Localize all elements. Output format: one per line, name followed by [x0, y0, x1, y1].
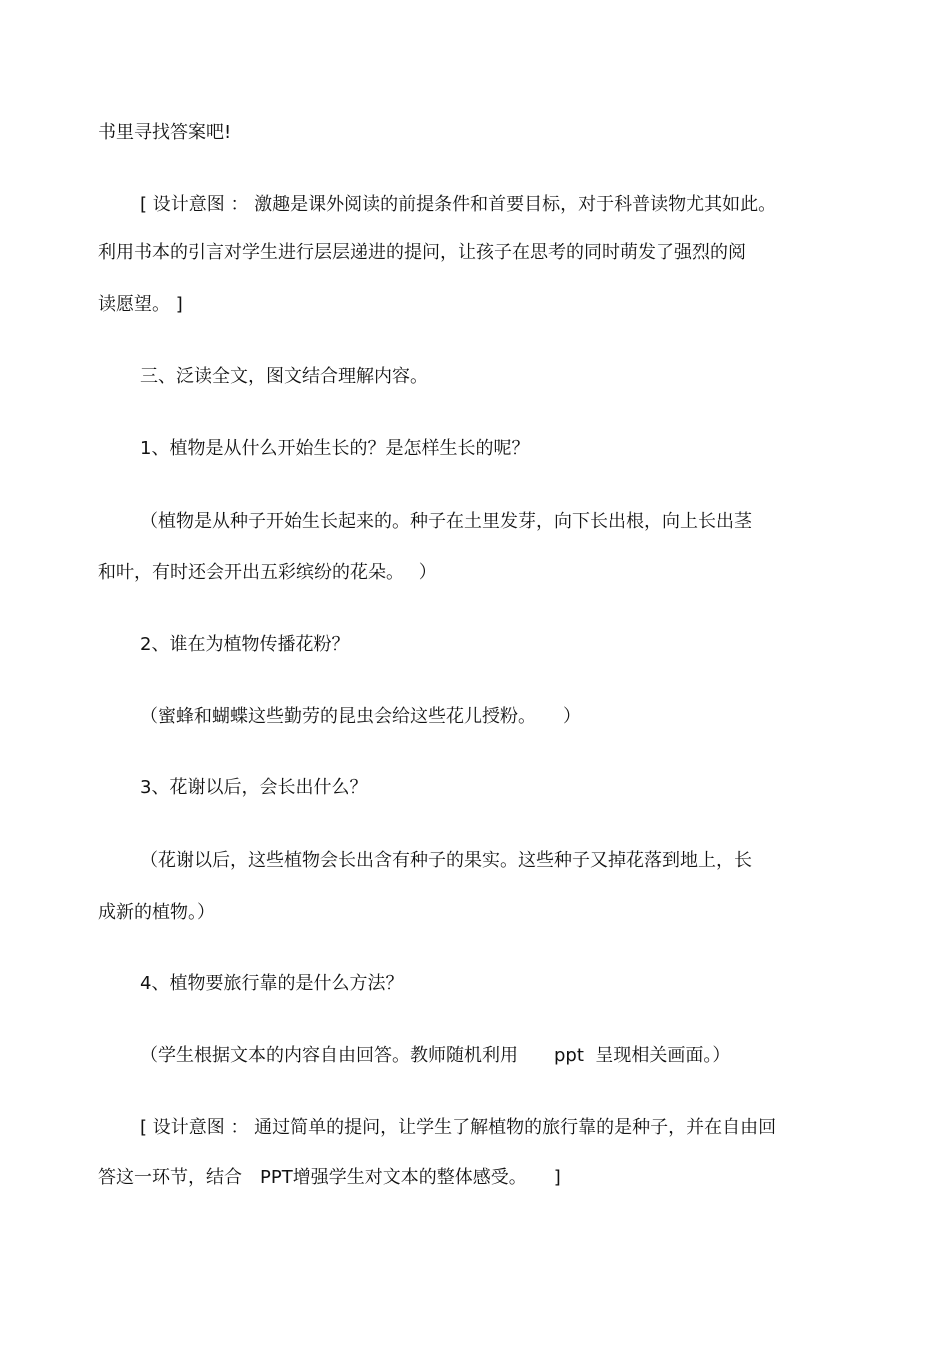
design-intent-2-line-1: [ 设计意图 ： 通过简单的提问，让学生了解植物的旅行靠的是种子，并在自由回 [140, 1117, 777, 1138]
answer-2: （蜜蜂和蝴蝶这些勤劳的昆虫会给这些花儿授粉。 ） [140, 706, 581, 727]
answer-1-line-1: （植物是从种子开始生长起来的。种子在土里发芽，向下长出根，向上长出茎 [140, 511, 752, 532]
answer-3-line-1: （花谢以后，这些植物会长出含有种子的果实。这些种子又掉花落到地上，长 [140, 850, 752, 871]
design-intent-2-line-2: 答这一环节，结合 PPT增强学生对文本的整体感受。 ] [98, 1167, 561, 1188]
section-heading-3: 三、泛读全文，图文结合理解内容。 [140, 366, 428, 387]
design-intent-1-line-2: 利用书本的引言对学生进行层层递进的提问，让孩子在思考的同时萌发了强烈的阅 [98, 242, 746, 263]
question-3: 3、花谢以后，会长出什么？ [140, 777, 368, 798]
answer-1-line-2: 和叶，有时还会开出五彩缤纷的花朵。 ） [98, 562, 437, 583]
answer-3-line-2: 成新的植物。） [98, 902, 215, 923]
text-line-1: 书里寻找答案吧! [98, 122, 232, 143]
question-2: 2、谁在为植物传播花粉？ [140, 634, 350, 655]
design-intent-1-line-1: [ 设计意图 ： 激趣是课外阅读的前提条件和首要目标，对于科普读物尤其如此。 [140, 194, 777, 215]
question-4: 4、植物要旅行靠的是什么方法？ [140, 973, 404, 994]
question-1: 1、植物是从什么开始生长的？是怎样生长的呢？ [140, 438, 530, 459]
design-intent-1-line-3: 读愿望。 ] [98, 294, 183, 315]
answer-4: （学生根据文本的内容自由回答。教师随机利用 ppt 呈现相关画面。） [140, 1045, 731, 1066]
